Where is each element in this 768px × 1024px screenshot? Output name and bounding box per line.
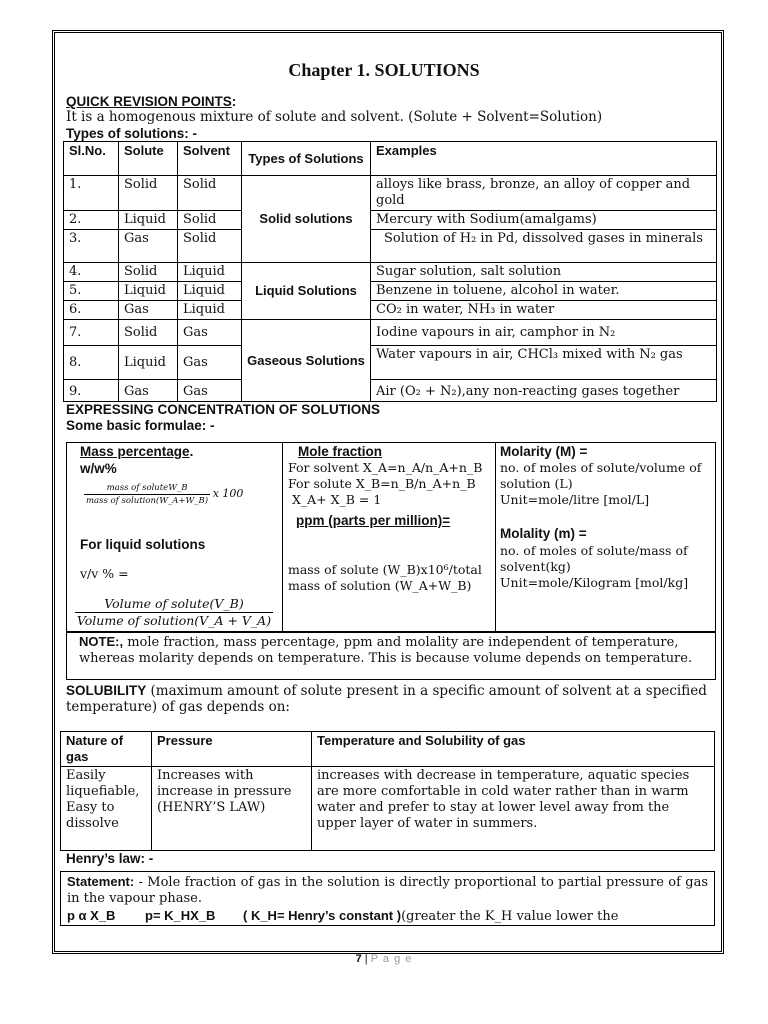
note-box bbox=[66, 632, 716, 680]
cell-solute: Gas bbox=[119, 230, 178, 263]
table-row bbox=[61, 767, 715, 851]
cell-solvent: Solid bbox=[178, 176, 242, 211]
cell-example: Solution of H₂ in Pd, dissolved gases in minerals bbox=[371, 230, 717, 263]
cell-no: 2. bbox=[64, 211, 119, 230]
liquid-solutions-heading: For liquid solutions bbox=[80, 537, 206, 552]
cell-example: CO₂ in water, NH₃ in water bbox=[371, 301, 717, 320]
group-solid: Solid solutions bbox=[242, 176, 371, 263]
cell-example: Benzene in toluene, alcohol in water. bbox=[371, 282, 717, 301]
cell-solute: Solid bbox=[119, 263, 178, 282]
page-footer bbox=[0, 953, 768, 965]
table-row bbox=[64, 230, 717, 263]
volume-percentage-formula: $\frac{\text{Volume of solute(V\_B)}}{\text{Volume of solution(V\_A + V\_A)}}$ bbox=[76, 596, 272, 628]
table-row bbox=[64, 301, 717, 320]
cell-solvent: Liquid bbox=[178, 301, 242, 320]
cell-solute: Gas bbox=[119, 301, 178, 320]
expressing-heading: EXPRESSING CONCENTRATION OF SOLUTIONS bbox=[66, 402, 381, 417]
cell-no: 1. bbox=[64, 176, 119, 211]
mole-fraction-solute: For solute X_B=n_B/n_A+n_B bbox=[288, 476, 476, 491]
group-liquid: Liquid Solutions bbox=[242, 263, 371, 320]
molality-unit: Unit=mole/Kilogram [mol/kg] bbox=[500, 575, 689, 590]
th-temperature: Temperature and Solubility of gas bbox=[312, 732, 715, 767]
solubility-label: SOLUBILITY bbox=[66, 683, 147, 698]
th-solvent: Solvent bbox=[178, 142, 242, 176]
th-types: Types of Solutions bbox=[242, 142, 371, 176]
chapter-title: Chapter 1. SOLUTIONS bbox=[288, 60, 480, 80]
divider bbox=[282, 442, 283, 632]
cell-example: Iodine vapours in air, camphor in N₂ bbox=[371, 320, 717, 346]
solubility-paragraph bbox=[66, 683, 718, 715]
table-row bbox=[64, 380, 717, 402]
th-pressure: Pressure bbox=[152, 732, 312, 767]
cell-solute: Liquid bbox=[119, 346, 178, 380]
mole-fraction-heading: Mole fraction bbox=[298, 444, 383, 459]
kh-tail: (greater the K_H value lower the bbox=[401, 909, 619, 924]
th-examples: Examples bbox=[371, 142, 717, 176]
solubility-text: (maximum amount of solute present in a specific amount of solvent at a specified temperature) of gas depends on: bbox=[66, 683, 707, 715]
table-row bbox=[64, 176, 717, 211]
table-row bbox=[64, 346, 717, 380]
mass-percentage-formula: $\frac{\text{mass of soluteW\_B}}{\text{mass of solution(W\_A+W\_B)}}$ x 100 bbox=[86, 483, 244, 506]
vv-label: v/v % = bbox=[80, 566, 129, 581]
mole-fraction-sum: X_A+ X_B = 1 bbox=[292, 492, 382, 507]
note-label: NOTE:, bbox=[79, 634, 124, 649]
cell-no: 6. bbox=[64, 301, 119, 320]
molality-definition: no. of moles of solute/mass of solvent(kg) bbox=[500, 543, 688, 574]
table-row bbox=[64, 320, 717, 346]
molarity-heading: Molarity (M) = bbox=[500, 444, 588, 459]
cell-temperature: increases with decrease in temperature, aquatic species are more comfortable in cold water rather than in warm water and prefer to stay at lower level away from the upper layer of water in summers. bbox=[312, 767, 715, 851]
molality-heading: Molality (m) = bbox=[500, 526, 587, 541]
cell-solvent: Liquid bbox=[178, 263, 242, 282]
group-gaseous: Gaseous Solutions bbox=[242, 320, 371, 402]
cell-example: Water vapours in air, CHCl₃ mixed with N₂ gas bbox=[371, 346, 717, 380]
mole-fraction-solvent: For solvent X_A=n_A/n_A+n_B bbox=[288, 460, 483, 475]
divider bbox=[495, 442, 496, 632]
cell-solute: Gas bbox=[119, 380, 178, 402]
solution-definition: It is a homogenous mixture of solute and solvent. (Solute + Solvent=Solution) bbox=[66, 109, 603, 125]
cell-example: Sugar solution, salt solution bbox=[371, 263, 717, 282]
kh-definition: ( K_H= Henry’s constant ) bbox=[243, 908, 402, 923]
cell-example: Air (O₂ + N₂),any non-reacting gases together bbox=[371, 380, 717, 402]
cell-solvent: Gas bbox=[178, 346, 242, 380]
henry-formula-line bbox=[67, 908, 708, 925]
molarity-unit: Unit=mole/litre [mol/L] bbox=[500, 492, 650, 507]
formulae-heading: Some basic formulae: - bbox=[66, 418, 215, 433]
ppm-formula: mass of solute (W_B)x10⁶/total mass of solution (W_A+W_B) bbox=[288, 562, 482, 593]
cell-solvent: Solid bbox=[178, 230, 242, 263]
statement-text: - Mole fraction of gas in the solution is directly proportional to partial pressure of gas in the vapour phase. bbox=[67, 875, 708, 906]
cell-solvent: Gas bbox=[178, 380, 242, 402]
cell-solute: Liquid bbox=[119, 211, 178, 230]
p-alpha: p α X_B bbox=[67, 908, 116, 923]
cell-solvent: Solid bbox=[178, 211, 242, 230]
p-equation: p= K_HX_B bbox=[145, 908, 216, 923]
cell-solvent: Gas bbox=[178, 320, 242, 346]
cell-example: alloys like brass, bronze, an alloy of copper and gold bbox=[371, 176, 717, 211]
cell-nature: Easily liquefiable, Easy to dissolve bbox=[61, 767, 152, 851]
quick-revision-heading: QUICK REVISION POINTS: bbox=[66, 94, 237, 109]
cell-no: 7. bbox=[64, 320, 119, 346]
types-table bbox=[63, 141, 717, 402]
henry-heading: Henry’s law: - bbox=[66, 851, 154, 866]
cell-no: 3. bbox=[64, 230, 119, 263]
table-row bbox=[64, 263, 717, 282]
footer-separator: | bbox=[361, 953, 371, 965]
cell-solute: Solid bbox=[119, 176, 178, 211]
molarity-definition: no. of moles of solute/volume of solution (L) bbox=[500, 460, 702, 491]
page-number: 7 bbox=[355, 953, 362, 965]
cell-solute: Solid bbox=[119, 320, 178, 346]
cell-no: 9. bbox=[64, 380, 119, 402]
henry-statement-box bbox=[60, 871, 715, 926]
cell-example: Mercury with Sodium(amalgams) bbox=[371, 211, 717, 230]
statement-label: Statement: bbox=[67, 874, 135, 889]
cell-no: 8. bbox=[64, 346, 119, 380]
cell-no: 4. bbox=[64, 263, 119, 282]
th-slno: Sl.No. bbox=[64, 142, 119, 176]
ppm-heading: ppm (parts per million)= bbox=[296, 513, 451, 528]
solubility-table bbox=[60, 731, 715, 851]
types-heading: Types of solutions: - bbox=[66, 126, 197, 141]
cell-solvent: Liquid bbox=[178, 282, 242, 301]
table-row bbox=[64, 211, 717, 230]
table-row bbox=[64, 282, 717, 301]
cell-solute: Liquid bbox=[119, 282, 178, 301]
cell-pressure: Increases with increase in pressure (HENRY’S LAW) bbox=[152, 767, 312, 851]
page-label: P a g e bbox=[370, 953, 413, 965]
th-solute: Solute bbox=[119, 142, 178, 176]
mass-percentage-heading: Mass percentage. bbox=[80, 444, 194, 459]
note-text: mole fraction, mass percentage, ppm and molality are independent of temperature, whereas molarity depends on temperature. This is because volume depends on temperature. bbox=[79, 635, 693, 666]
cell-no: 5. bbox=[64, 282, 119, 301]
th-nature: Nature of gas bbox=[61, 732, 152, 767]
ww-label: w/w% bbox=[80, 461, 117, 476]
